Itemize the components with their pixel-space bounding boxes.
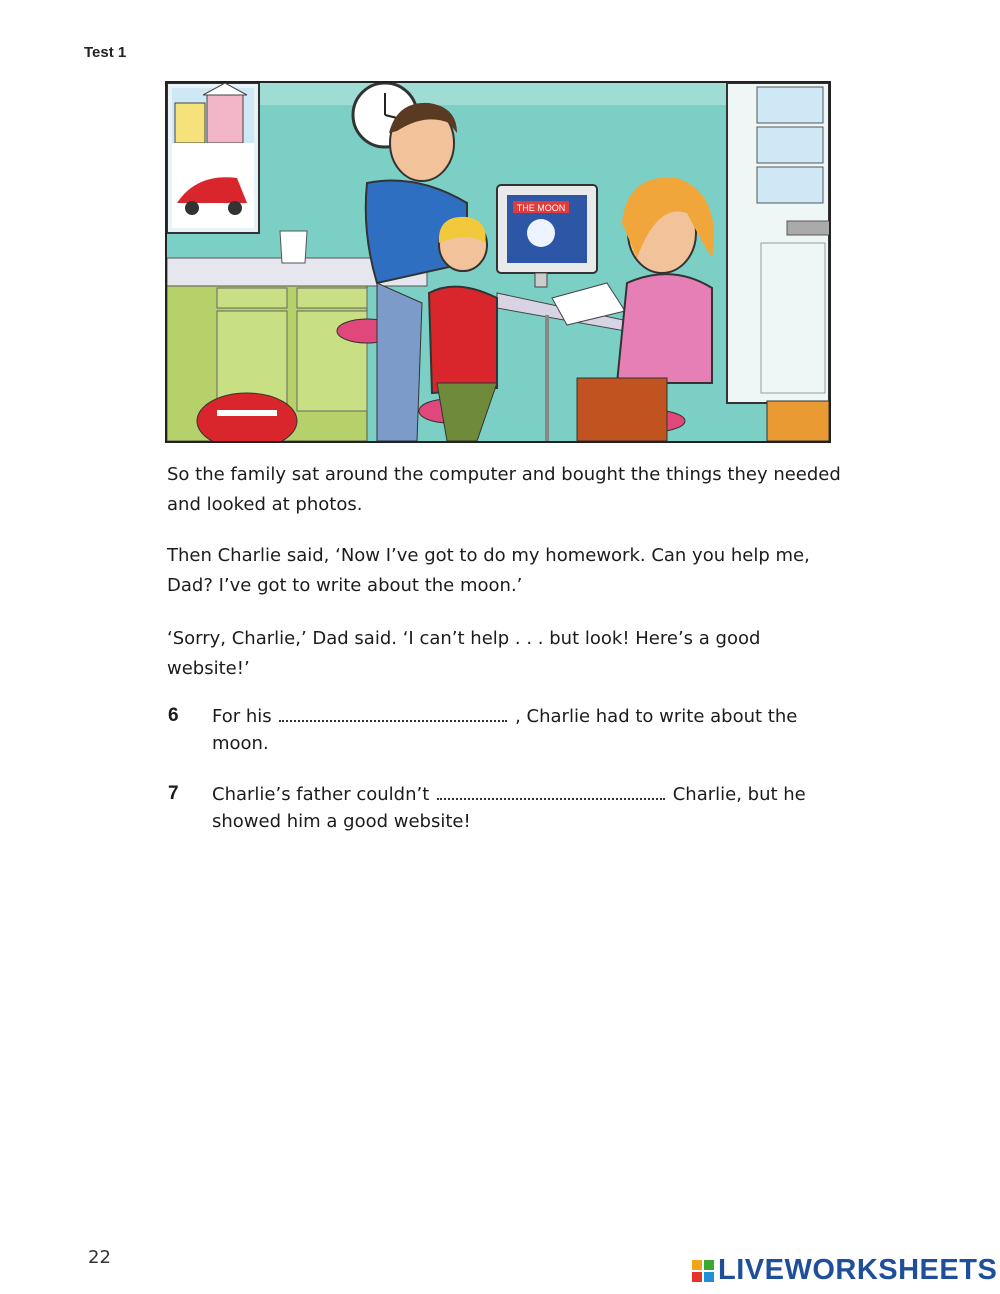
question-6-text	[212, 703, 812, 757]
question-7-number: 7	[168, 783, 179, 804]
story-paragraph-2: Then Charlie said, ‘Now I’ve got to do my homework. Can you help me, Dad? I’ve got to write about the moon.’	[167, 545, 810, 596]
question-6-number: 6	[168, 705, 179, 726]
question-6-after: , Charlie had to write about the moon.	[212, 706, 798, 754]
family-computer-illustration	[165, 81, 831, 443]
question-7-before: Charlie’s father couldn’t	[212, 784, 430, 805]
screen-title: THE MOON	[516, 203, 566, 213]
story-paragraph-3: ‘Sorry, Charlie,’ Dad said. ‘I can’t help . . . but look! Here’s a good website!’	[167, 628, 761, 679]
test-label: Test 1	[84, 44, 127, 61]
liveworksheets-logo-icon	[692, 1260, 714, 1282]
question-7-answer-blank[interactable]	[437, 784, 665, 800]
question-6-answer-blank[interactable]	[279, 706, 507, 722]
liveworksheets-logo[interactable]	[692, 1254, 997, 1287]
liveworksheets-logo-text: LIVEWORKSHEETS	[718, 1254, 998, 1286]
question-7-text	[212, 781, 812, 835]
question-6-before: For his	[212, 706, 272, 727]
story-paragraph-1: So the family sat around the computer and bought the things they needed and looked at photos.	[167, 464, 841, 515]
page-number: 22	[88, 1247, 111, 1268]
question-7-after: Charlie, but he showed him a good website!	[212, 784, 806, 832]
